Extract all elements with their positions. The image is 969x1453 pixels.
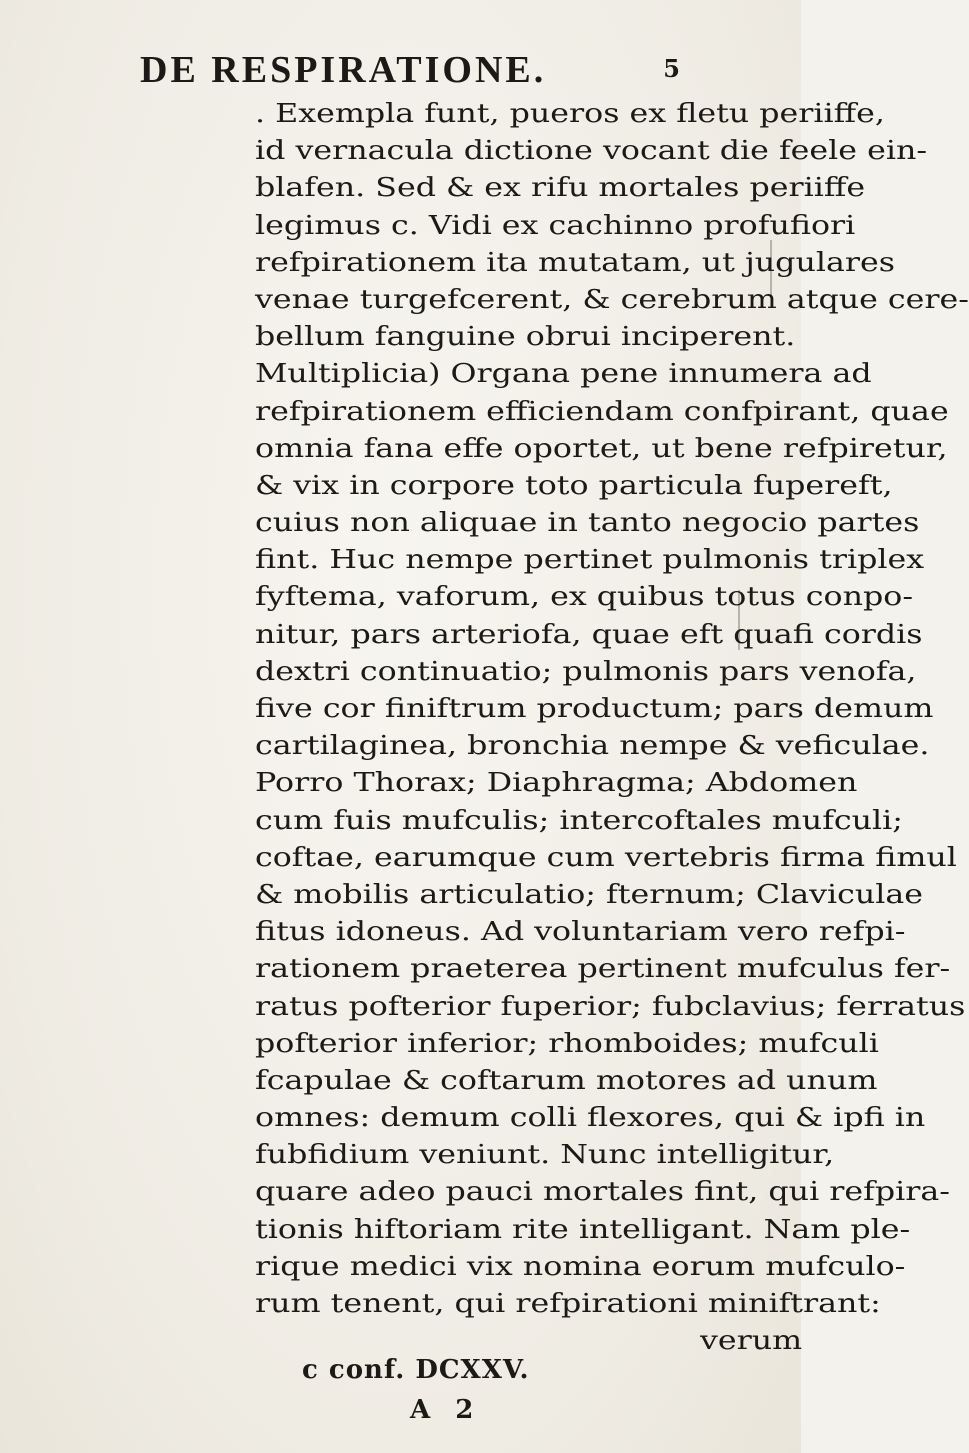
text-line: fint. Huc nempe pertinet pulmonis triplex	[255, 544, 925, 576]
text-line: & mobilis articulatio; fternum; Claviculae	[255, 878, 924, 910]
text-line: five cor finiftrum productum; pars demum	[255, 693, 934, 724]
text-line: . Exempla funt, pueros ex fletu periiffe,	[255, 98, 885, 129]
text-line: Multiplicia) Organa pene innumera ad	[255, 358, 872, 390]
text-line: id vernacula dictione vocant die feele ein-	[255, 135, 928, 167]
text-line: Porro Thorax; Diaphragma; Abdomen	[255, 767, 858, 799]
text-line: cum fuis mufculis; intercoftales mufculi;	[255, 804, 903, 836]
running-head: DE RESPIRATIONE.	[140, 49, 547, 91]
text-line: refpirationem efficiendam confpirant, quae	[255, 395, 949, 427]
text-line: cartilaginea, bronchia nempe & veficulae.	[255, 730, 930, 762]
text-line: dextri continuatio; pulmonis pars venofa,	[255, 655, 917, 687]
text-line: omnes: demum colli flexores, qui & ipfi in	[255, 1102, 926, 1134]
text-line: refpirationem ita mutatam, ut jugulares	[255, 246, 895, 278]
catchword: verum	[699, 1325, 803, 1357]
text-line: tionis hiftoriam rite intelligant. Nam ple-	[255, 1213, 911, 1245]
text-line: fubfidium veniunt. Nunc intelligitur,	[255, 1139, 835, 1171]
text-line: nitur, pars arteriofa, quae eft quafi cordis	[255, 618, 923, 650]
text-line: coftae, earumque cum vertebris firma fimul	[255, 841, 957, 873]
page-header	[140, 48, 680, 98]
text-line: fcapulae & coftarum motores ad unum	[255, 1064, 878, 1096]
text-line: & vix in corpore toto particula fupereft,	[255, 469, 893, 501]
text-line: fyftema, vaforum, ex quibus totus conpo-	[255, 581, 914, 613]
text-line: blafen. Sed & ex rifu mortales periiffe	[255, 172, 866, 204]
text-line: quare adeo pauci mortales fint, qui refpira-	[255, 1176, 951, 1208]
text-line: cuius non aliquae in tanto negocio partes	[255, 507, 920, 539]
text-line: rique medici vix nomina eorum mufculo-	[255, 1250, 906, 1282]
footnote: c conf. DCXXV.	[302, 1355, 530, 1385]
text-line: ratus pofterior fuperior; fubclavius; ferratus	[255, 990, 966, 1022]
page-number: 5	[663, 54, 680, 83]
text-line: fitus idoneus. Ad voluntariam vero refpi-	[255, 916, 906, 948]
text-line: legimus c. Vidi ex cachinno profufiori	[255, 209, 856, 241]
signature-mark: A 2	[410, 1395, 482, 1425]
text-line: pofterior inferior; rhomboides; mufculi	[255, 1027, 879, 1059]
body-text	[255, 95, 969, 1359]
text-line: bellum fanguine obrui inciperent.	[255, 321, 796, 353]
text-line: omnia fana effe oportet, ut bene refpiretur,	[255, 432, 948, 464]
text-line: rationem praeterea pertinent mufculus fer-	[255, 953, 951, 985]
text-line: venae turgefcerent, & cerebrum atque cere-	[255, 283, 969, 315]
text-line: rum tenent, qui refpirationi miniftrant:	[255, 1288, 881, 1319]
